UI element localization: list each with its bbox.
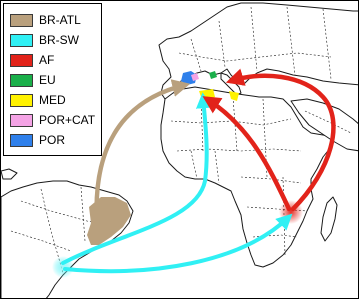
legend-label-por-cat: POR+CAT (39, 113, 96, 127)
legend-swatch-br-atl (10, 14, 33, 27)
legend-swatch-por (10, 134, 33, 147)
legend (3, 3, 102, 156)
legend-label-por: POR (39, 133, 66, 147)
europe-landmass (159, 3, 359, 99)
legend-label-br-atl: BR-ATL (39, 13, 81, 27)
legend-label-med: MED (39, 93, 66, 107)
legend-item-por (10, 130, 101, 150)
legend-swatch-por-cat (10, 114, 33, 127)
central-america-landmass (1, 169, 17, 179)
legend-item-br-atl (10, 10, 101, 30)
legend-item-af (10, 50, 101, 70)
legend-item-br-sw (10, 30, 101, 50)
legend-label-af: AF (39, 53, 55, 67)
legend-swatch-af (10, 54, 33, 67)
legend-item-por-cat (10, 110, 101, 130)
legend-swatch-br-sw (10, 34, 33, 47)
madagascar-landmass (321, 197, 337, 241)
legend-item-med (10, 90, 101, 110)
legend-swatch-med (10, 94, 33, 107)
legend-label-br-sw: BR-SW (39, 33, 79, 47)
legend-label-eu: EU (39, 73, 56, 87)
legend-swatch-eu (10, 74, 33, 87)
legend-item-eu (10, 70, 101, 90)
